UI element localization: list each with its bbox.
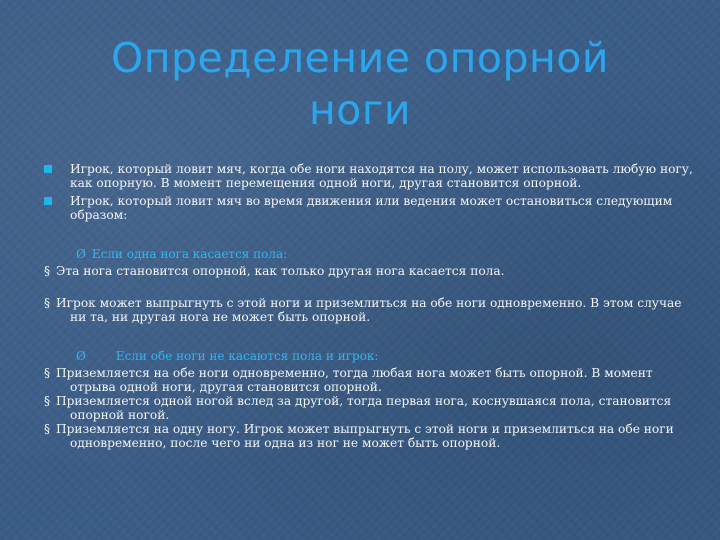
list-item: [44, 422, 694, 450]
list-item-text: Игрок может выпрыгнуть с этой ноги и приземлиться на обе ноги одновременно. В этом случае ни та, ни другая нога не может быть опорной.: [56, 296, 682, 324]
arrow-bullet-icon: Ø: [76, 349, 86, 363]
list-item: [44, 394, 694, 422]
bullet-text: Игрок, который ловит мяч во время движения или ведения может остановиться следующим образом:: [70, 194, 673, 222]
section-sign-icon: §: [44, 366, 51, 380]
list-item-text: Эта нога становится опорной, как только другая нога касается пола.: [56, 264, 505, 278]
arrow-bullet-icon: Ø: [76, 247, 86, 261]
subheading-text: Если обе ноги не касаются пола и игрок:: [115, 349, 379, 363]
list-item-text: Приземляется на одну ногу. Игрок может выпрыгнуть с этой ноги и приземлиться на обе ноги одновременно, после чего ни одна из ног не может быть опорной.: [56, 422, 674, 450]
slide-title: Определение опорной ноги: [110, 34, 610, 134]
subheading-text: Если одна нога касается пола:: [91, 247, 288, 261]
list-item-text: Приземляется на обе ноги одновременно, тогда любая нога может быть опорной. В момент отрыва одной ноги, другая становится опорной.: [56, 366, 653, 394]
bullet-item: [44, 162, 694, 190]
slide-body: [44, 162, 694, 450]
list-item: [44, 264, 694, 278]
list-item: [44, 296, 694, 324]
section-sign-icon: §: [44, 422, 51, 436]
list-item: [44, 366, 694, 394]
square-bullet-icon: [44, 165, 52, 173]
square-bullet-icon: [44, 197, 52, 205]
bullet-text: Игрок, который ловит мяч, когда обе ноги находятся на полу, может использовать любую ногу, как опорную. В момент перемещения одной ноги, другая становится опорной.: [70, 162, 693, 190]
bullet-item: [44, 194, 694, 222]
section-sign-icon: §: [44, 394, 51, 408]
list-item-text: Приземляется одной ногой вслед за другой, тогда первая нога, коснувшаяся пола, становится опорной ногой.: [56, 394, 672, 422]
section-sign-icon: §: [44, 296, 51, 310]
section-sign-icon: §: [44, 264, 51, 278]
subheading: [44, 349, 694, 363]
subheading: [44, 247, 694, 261]
